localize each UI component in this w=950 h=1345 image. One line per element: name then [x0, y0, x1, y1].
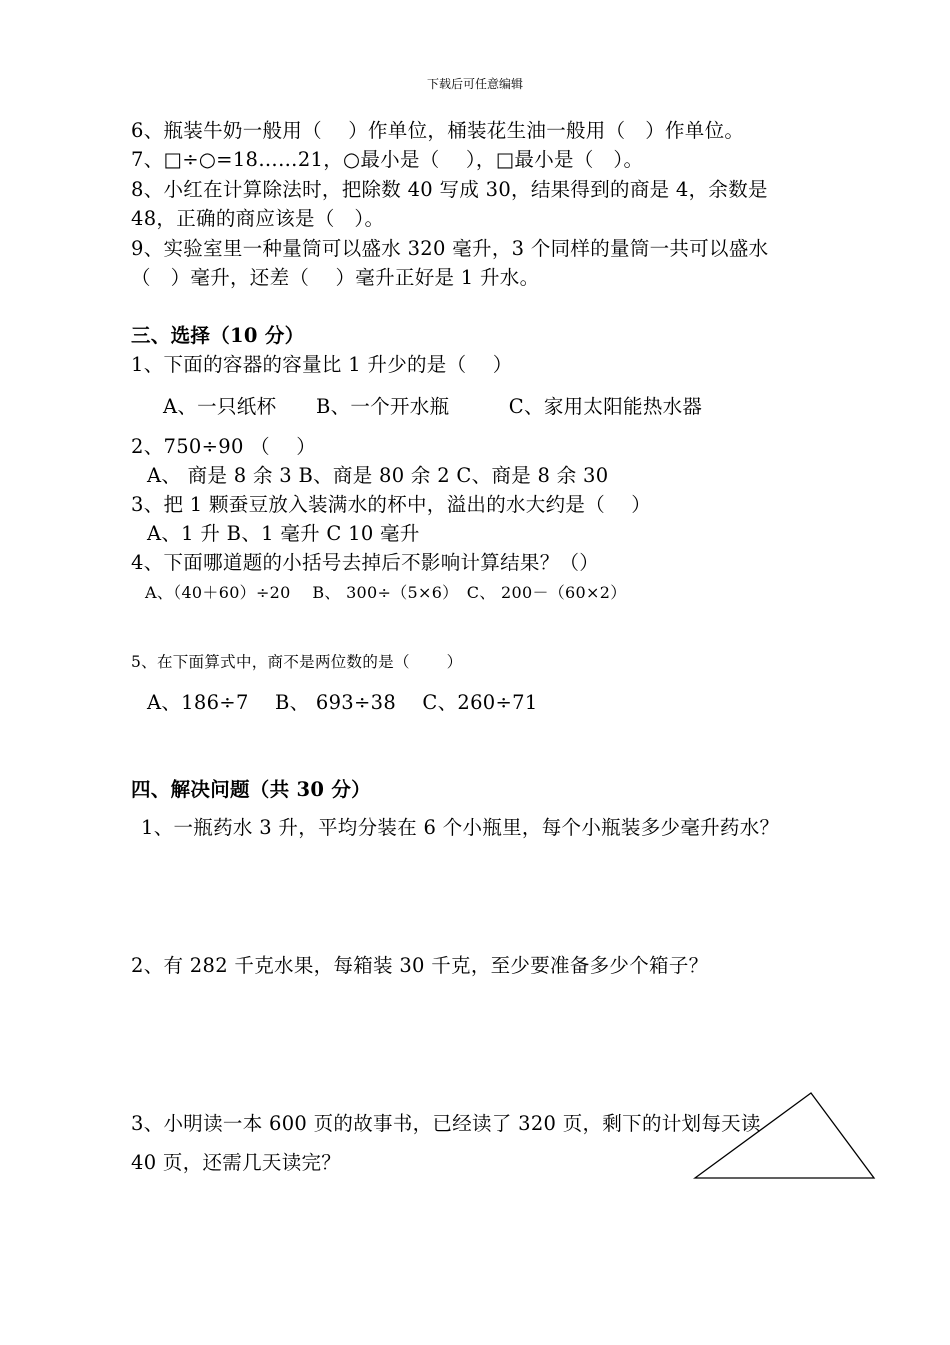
choice-question-5: 5、在下面算式中，商不是两位数的是（ ）: [131, 653, 463, 671]
choice-question-3: 3、把 1 颗蚕豆放入装满水的杯中，溢出的水大约是（ ）: [131, 493, 652, 516]
problem-2: 2、有 282 千克水果，每箱装 30 千克，至少要准备多少个箱子？: [131, 954, 709, 977]
section-4-title: 四、解决问题（共 30 分）: [131, 778, 371, 801]
triangle-shape: [695, 1093, 874, 1178]
choice-question-4: 4、下面哪道题的小括号去掉后不影响计算结果？（）: [131, 551, 600, 574]
question-9-line1: 9、实验室里一种量筒可以盛水 320 毫升，3 个同样的量筒一共可以盛水: [131, 237, 769, 260]
choice-question-4-options: A、（40＋60）÷20 B、 300÷（5×6） C、 200－（60×2）: [145, 583, 627, 602]
section-3-title: 三、选择（10 分）: [131, 324, 305, 347]
question-8-line2: 48，正确的商应该是（ ）。: [131, 207, 385, 230]
choice-question-2: 2、750÷90 （ ）: [131, 435, 317, 458]
choice-question-5-options: A、186÷7 B、 693÷38 C、260÷71: [147, 691, 538, 714]
choice-question-2-options: A、 商是 8 余 3 B、商是 80 余 2 C、商是 8 余 30: [147, 464, 609, 487]
question-6: 6、瓶装牛奶一般用（ ）作单位，桶装花生油一般用（ ）作单位。: [131, 119, 745, 142]
problem-3-line1: 3、小明读一本 600 页的故事书，已经读了 320 页，剩下的计划每天读: [131, 1112, 761, 1135]
triangle-drawing: [690, 1088, 880, 1184]
problem-3-line2: 40 页，还需几天读完？: [131, 1151, 342, 1174]
choice-question-3-options: A、1 升 B、1 毫升 C 10 毫升: [147, 522, 420, 545]
problem-1: 1、一瓶药水 3 升，平均分装在 6 个小瓶里，每个小瓶装多少毫升药水？: [141, 816, 780, 839]
choice-question-1: 1、下面的容器的容量比 1 升少的是（ ）: [131, 353, 513, 376]
choice-question-1-options: A、一只纸杯 B、一个开水瓶 C、家用太阳能热水器: [163, 395, 703, 418]
page-header: 下载后可任意编辑: [426, 77, 523, 91]
question-8-line1: 8、小红在计算除法时，把除数 40 写成 30，结果得到的商是 4，余数是: [131, 178, 768, 201]
question-7: 7、□÷○=18……21，○最小是（ ），□最小是（ ）。: [131, 148, 644, 171]
question-9-line2: （ ）毫升，还差（ ）毫升正好是 1 升水。: [131, 266, 540, 289]
